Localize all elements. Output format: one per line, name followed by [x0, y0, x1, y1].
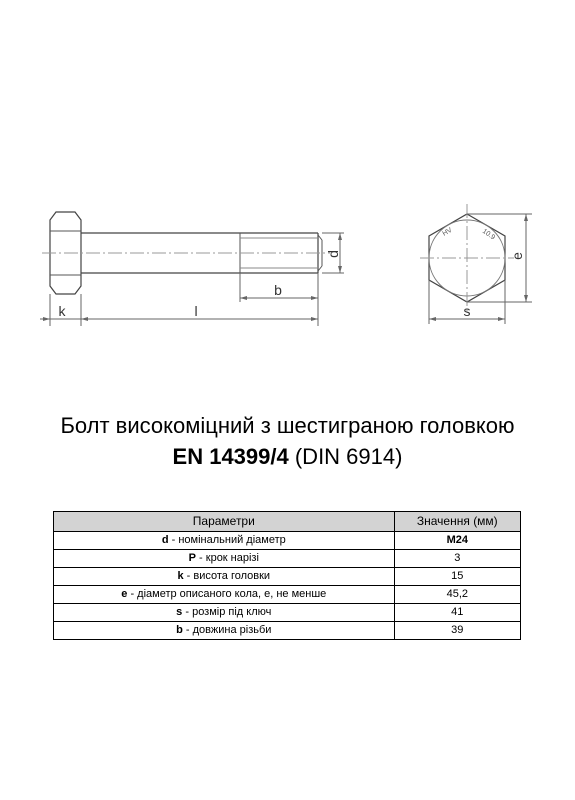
standard-code: EN 14399/4 — [172, 444, 289, 469]
parameter-cell — [54, 532, 395, 550]
header-values: Значення (мм) — [394, 512, 520, 532]
parameter-cell — [54, 550, 395, 568]
product-title — [0, 410, 575, 472]
table-row — [54, 586, 521, 604]
parameter-cell — [54, 568, 395, 586]
parameter-description: - номінальний діаметр — [168, 534, 286, 546]
parameter-symbol: b — [176, 624, 183, 636]
parameter-symbol: k — [177, 570, 184, 582]
parameter-value: 15 — [394, 568, 520, 586]
dimension-lines-side — [40, 233, 344, 326]
table-row — [54, 532, 521, 550]
parameter-description: - крок нарізі — [195, 552, 259, 564]
parameter-value: 39 — [394, 622, 520, 640]
parameter-value: M24 — [394, 532, 520, 550]
parameter-cell — [54, 604, 395, 622]
parameter-description: - висота головки — [183, 570, 271, 582]
table-row — [54, 550, 521, 568]
table-row — [54, 568, 521, 586]
parameter-cell — [54, 586, 395, 604]
table-header-row — [54, 512, 521, 532]
standard-alt-code: (DIN 6914) — [294, 444, 403, 469]
dimension-label-l: l — [194, 303, 198, 319]
head-marking-hv: HV — [441, 226, 454, 238]
dimension-label-s: s — [463, 303, 471, 319]
table-row — [54, 622, 521, 640]
parameter-cell — [54, 622, 395, 640]
parameter-symbol: d — [161, 534, 169, 546]
parameter-value: 3 — [394, 550, 520, 568]
parameter-value: 41 — [394, 604, 520, 622]
parameter-value: 45,2 — [394, 586, 520, 604]
parameter-symbol: P — [188, 552, 196, 564]
dimension-label-b: b — [274, 282, 282, 298]
header-parameters: Параметри — [54, 512, 395, 532]
dimension-label-e: e — [509, 252, 525, 260]
parameters-table — [53, 511, 521, 640]
bolt-head-top-view — [420, 204, 532, 324]
title-line-2 — [0, 441, 575, 472]
parameter-description: - розмір під ключ — [182, 606, 272, 618]
parameter-description: - довжина різьби — [182, 624, 272, 636]
dimension-label-k: k — [58, 303, 66, 319]
parameter-symbol: s — [176, 606, 183, 618]
head-marking-grade: 10.9 — [480, 227, 497, 242]
table-row — [54, 604, 521, 622]
parameter-symbol: e — [121, 588, 128, 600]
dimension-label-d: d — [325, 250, 341, 258]
parameter-description: - діаметр описаного кола, e, не менше — [127, 588, 327, 600]
title-line-1: Болт високоміцний з шестиграною головкою — [60, 413, 515, 438]
